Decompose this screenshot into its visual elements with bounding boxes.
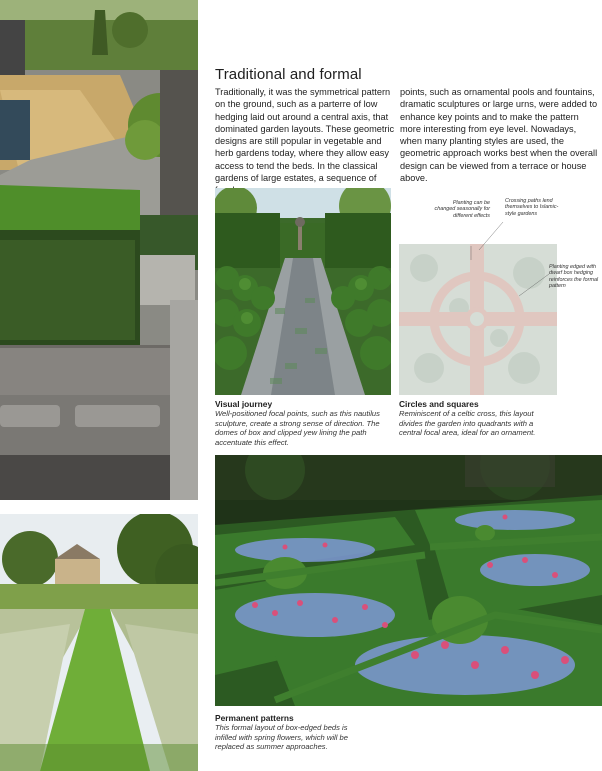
topiary-path-photo [215,188,391,395]
annotation-dwarf-box: Planting edged with dwarf box hedging reinforces the formal pattern [549,264,599,290]
parterre-garden-photo [215,455,602,706]
article-body-column-2: points, such as ornamental pools and fountains, dramatic sculptures or large urns, were added to enhance key points and to make the pattern more interesting from eye level. Nowadays, when many planting styles are used, the geometric approach works best when the overall design can be viewed from a terrace or house above. [400,87,598,184]
caption-title-permanent-patterns: Permanent patterns [215,713,294,723]
article-body-column-1: Traditionally, it was the symmetrical pattern on the ground, such as a parterre of low hedging laid out around a central axis, that dominated garden layouts. These geometric designs are still popular in vegetable and herb gardens today, where they allow easy access to tend the beds. In the classical gardens of large estates, a sequence of [215,87,395,184]
caption-text-circles-squares: Reminiscent of a celtic cross, this layout divides the garden into quadrants with a central focal area, ideal for an ornament. [399,409,536,438]
caption-text-visual-journey: Well-positioned focal points, such as this nautilus sculpture, create a strong sense of direction. The domes of box and clipped yew lining the path accentuate this effect. [215,409,380,447]
caption-text-permanent-patterns: This formal layout of box-edged beds is infilled with spring flowers, which will be replaced as summer approaches. [215,723,348,752]
caption-title-visual-journey: Visual journey [215,399,273,409]
rooftop-garden-photo [0,0,198,500]
annotation-planting-changed: Planting can be changed seasonally for different effects [434,200,490,219]
caption-title-circles-squares: Circles and squares [399,399,479,409]
celtic-cross-layout-diagram [399,188,601,395]
annotation-crossing-paths: Crossing paths lend themselves to Islamic-style gardens [505,198,559,217]
article-title: Traditional and formal [215,66,362,83]
grass-path-photo [0,514,198,771]
